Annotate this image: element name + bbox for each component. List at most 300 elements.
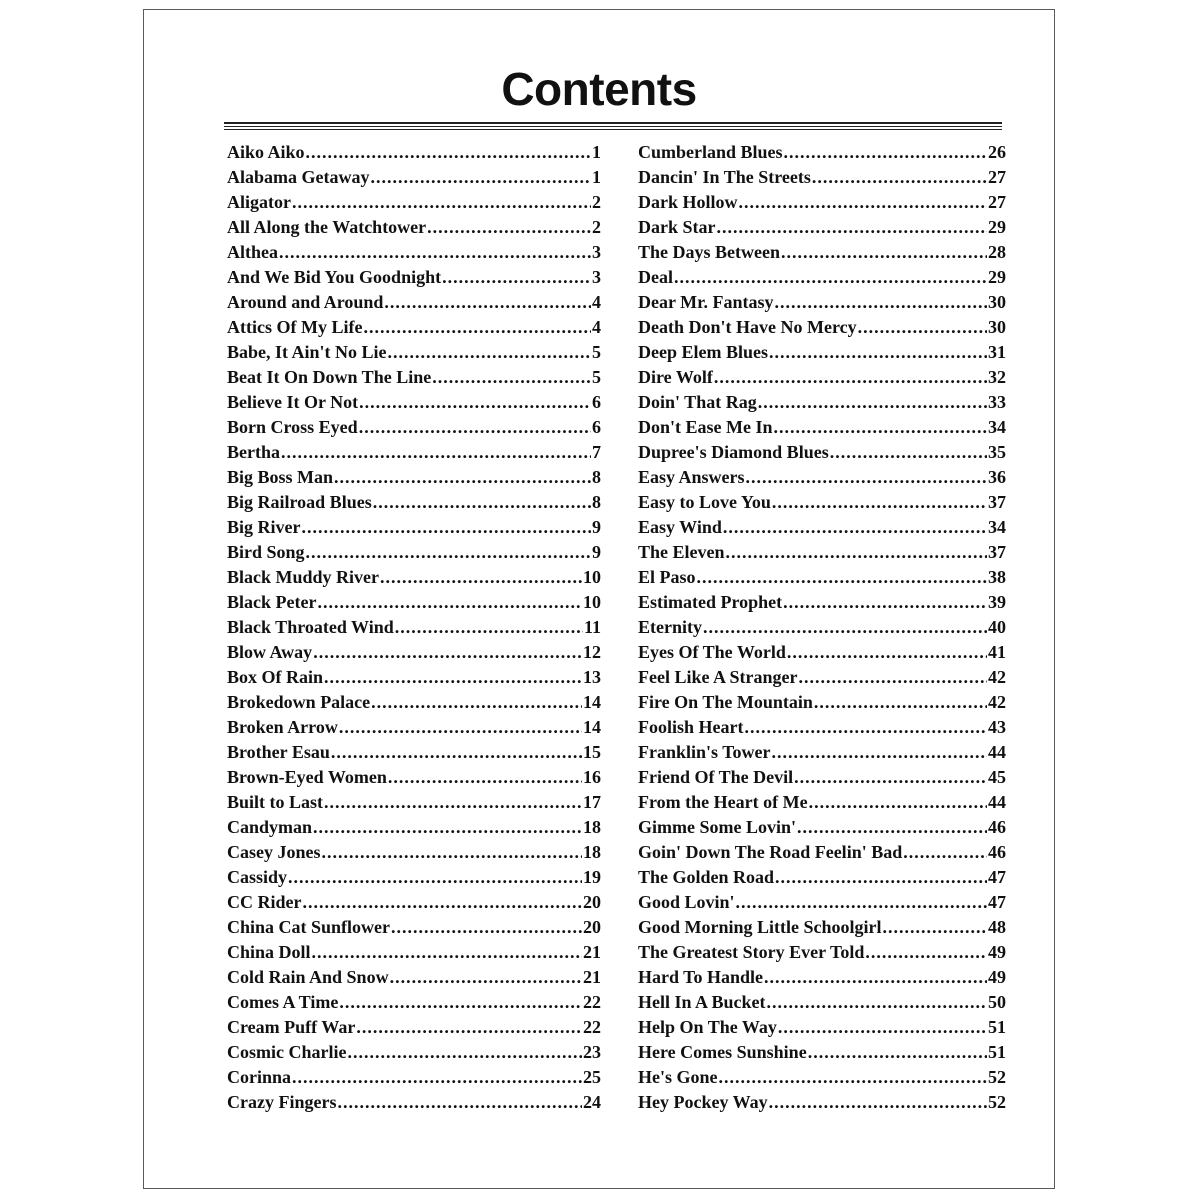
- toc-entry: [638, 315, 1006, 340]
- entry-title: The Golden Road: [638, 867, 775, 887]
- entry-title: From the Heart of Me: [638, 792, 808, 812]
- entry-title: Gimme Some Lovin': [638, 817, 796, 837]
- dot-leader: [317, 590, 582, 615]
- entry-page-number: 38: [988, 567, 1006, 587]
- toc-entry: [638, 790, 1006, 815]
- entry-title: Doin' That Rag: [638, 392, 757, 412]
- entry-title: Easy Answers: [638, 467, 745, 487]
- entry-page-number: 51: [988, 1017, 1006, 1037]
- entry-title: Estimated Prophet: [638, 592, 783, 612]
- entry-page-number: 15: [583, 742, 601, 762]
- entry-title: Attics Of My Life: [227, 317, 363, 337]
- dot-leader: [714, 365, 987, 390]
- entry-title: Big Railroad Blues: [227, 492, 372, 512]
- entry-page-number: 32: [988, 367, 1006, 387]
- entry-page-number: 30: [988, 317, 1006, 337]
- dot-leader: [359, 390, 591, 415]
- entry-page-number: 4: [592, 317, 601, 337]
- toc-entry: [227, 965, 601, 990]
- dot-leader: [830, 440, 987, 465]
- toc-entry: [227, 1040, 601, 1065]
- dot-leader: [371, 165, 592, 190]
- entry-title: Dire Wolf: [638, 367, 713, 387]
- dot-leader: [347, 1040, 582, 1065]
- toc-entry: [638, 240, 1006, 265]
- entry-title: Cassidy: [227, 867, 288, 887]
- entry-title: The Days Between: [638, 242, 780, 262]
- toc-entry: [227, 665, 601, 690]
- entry-page-number: 42: [988, 667, 1006, 687]
- toc-entry: [227, 715, 601, 740]
- entry-title: He's Gone: [638, 1067, 718, 1087]
- dot-leader: [883, 915, 987, 940]
- toc-entry: [638, 590, 1006, 615]
- entry-page-number: 29: [988, 217, 1006, 237]
- toc-entry: [227, 490, 601, 515]
- toc-entry: [638, 190, 1006, 215]
- toc-entry: [227, 740, 601, 765]
- toc-entry: [227, 915, 601, 940]
- toc-entry: [227, 815, 601, 840]
- entry-page-number: 52: [988, 1092, 1006, 1112]
- entry-page-number: 5: [592, 342, 601, 362]
- entry-page-number: 35: [988, 442, 1006, 462]
- entry-page-number: 21: [583, 967, 601, 987]
- dot-leader: [303, 890, 583, 915]
- dot-leader: [292, 190, 591, 215]
- entry-title: Around and Around: [227, 292, 384, 312]
- entry-page-number: 10: [583, 567, 601, 587]
- toc-entry: [638, 665, 1006, 690]
- dot-leader: [797, 815, 987, 840]
- entry-title: China Cat Sunflower: [227, 917, 391, 937]
- rule-line: [224, 129, 1002, 130]
- dot-leader: [281, 440, 591, 465]
- dot-leader: [339, 715, 582, 740]
- dot-leader: [781, 240, 987, 265]
- entry-title: Dancin' In The Streets: [638, 167, 811, 187]
- dot-leader: [697, 565, 987, 590]
- toc-entry: [227, 515, 601, 540]
- toc-entry: [227, 1065, 601, 1090]
- dot-leader: [778, 1015, 987, 1040]
- toc-entry: [638, 1040, 1006, 1065]
- entry-page-number: 7: [592, 442, 601, 462]
- entry-title: Casey Jones: [227, 842, 321, 862]
- toc-entry: [638, 965, 1006, 990]
- dot-leader: [769, 1090, 987, 1115]
- toc-entry: [638, 540, 1006, 565]
- dot-leader: [783, 590, 987, 615]
- entry-title: All Along the Watchtower: [227, 217, 427, 237]
- entry-title: Althea: [227, 242, 278, 262]
- entry-page-number: 39: [988, 592, 1006, 612]
- dot-leader: [334, 465, 591, 490]
- entry-title: Good Lovin': [638, 892, 735, 912]
- entry-title: Believe It Or Not: [227, 392, 359, 412]
- toc-entry: [227, 140, 601, 165]
- entry-page-number: 44: [988, 792, 1006, 812]
- toc-entry: [638, 690, 1006, 715]
- entry-page-number: 44: [988, 742, 1006, 762]
- page-title: Contents: [501, 63, 697, 115]
- rule-line: [224, 126, 1002, 127]
- toc-entry: [227, 1015, 601, 1040]
- entry-title: Black Peter: [227, 592, 317, 612]
- entry-title: Cold Rain And Snow: [227, 967, 389, 987]
- entry-page-number: 3: [592, 242, 601, 262]
- dot-leader: [322, 840, 583, 865]
- entry-title: El Paso: [638, 567, 696, 587]
- dot-leader: [292, 1065, 582, 1090]
- dot-leader: [331, 740, 582, 765]
- toc-entry: [638, 365, 1006, 390]
- toc-entry: [638, 890, 1006, 915]
- entry-page-number: 26: [988, 142, 1006, 162]
- dot-leader: [363, 315, 591, 340]
- dot-leader: [787, 640, 987, 665]
- toc-entry: [227, 940, 601, 965]
- toc-entry: [638, 415, 1006, 440]
- entry-title: Dear Mr. Fantasy: [638, 292, 774, 312]
- dot-leader: [703, 615, 987, 640]
- entry-title: Goin' Down The Road Feelin' Bad: [638, 842, 903, 862]
- dot-leader: [432, 365, 591, 390]
- entry-title: Built to Last: [227, 792, 324, 812]
- entry-title: Broken Arrow: [227, 717, 338, 737]
- entry-title: Dark Star: [638, 217, 716, 237]
- entry-page-number: 4: [592, 292, 601, 312]
- toc-entry: [227, 840, 601, 865]
- entry-page-number: 19: [583, 867, 601, 887]
- entry-page-number: 30: [988, 292, 1006, 312]
- toc-entry: [227, 565, 601, 590]
- toc-entry: [638, 515, 1006, 540]
- entry-title: Foolish Heart: [638, 717, 744, 737]
- toc-entry: [227, 1090, 601, 1115]
- dot-leader: [719, 1065, 988, 1090]
- toc-entry: [638, 915, 1006, 940]
- entry-page-number: 31: [988, 342, 1006, 362]
- dot-leader: [427, 215, 591, 240]
- toc-entry: [638, 940, 1006, 965]
- entry-title: Corinna: [227, 1067, 292, 1087]
- toc-entry: [638, 990, 1006, 1015]
- entry-page-number: 33: [988, 392, 1006, 412]
- entry-title: Black Throated Wind: [227, 617, 394, 637]
- entry-page-number: 22: [583, 992, 601, 1012]
- toc-entry: [638, 1090, 1006, 1115]
- entry-page-number: 6: [592, 417, 601, 437]
- entry-page-number: 1: [592, 167, 601, 187]
- entry-title: Beat It On Down The Line: [227, 367, 432, 387]
- dot-leader: [306, 540, 591, 565]
- entry-title: Dupree's Diamond Blues: [638, 442, 829, 462]
- entry-page-number: 41: [988, 642, 1006, 662]
- entry-page-number: 2: [592, 217, 601, 237]
- entry-title: Bertha: [227, 442, 280, 462]
- dot-leader: [674, 265, 987, 290]
- title-rule: [224, 122, 1002, 132]
- dot-leader: [302, 515, 592, 540]
- entry-title: Easy to Love You: [638, 492, 771, 512]
- toc-entry: [638, 865, 1006, 890]
- dot-leader: [306, 140, 591, 165]
- entry-title: Brown-Eyed Women: [227, 767, 387, 787]
- dot-leader: [865, 940, 987, 965]
- toc-entry: [638, 290, 1006, 315]
- entry-title: Deep Elem Blues: [638, 342, 768, 362]
- toc-entry: [227, 890, 601, 915]
- entry-title: Comes A Time: [227, 992, 339, 1012]
- toc-entry: [227, 215, 601, 240]
- toc-entry: [227, 540, 601, 565]
- toc-entry: [227, 290, 601, 315]
- entry-page-number: 23: [583, 1042, 601, 1062]
- toc-entry: [638, 465, 1006, 490]
- entry-page-number: 28: [988, 242, 1006, 262]
- dot-leader: [390, 965, 582, 990]
- toc-entry: [638, 140, 1006, 165]
- entry-page-number: 50: [988, 992, 1006, 1012]
- dot-leader: [717, 215, 988, 240]
- entry-title: Aiko Aiko: [227, 142, 305, 162]
- entry-title: Friend Of The Devil: [638, 767, 794, 787]
- toc-entry: [227, 590, 601, 615]
- entry-page-number: 46: [988, 842, 1006, 862]
- entry-page-number: 16: [583, 767, 601, 787]
- entry-title: Eyes Of The World: [638, 642, 786, 662]
- toc-entry: [227, 615, 601, 640]
- toc-entry: [638, 440, 1006, 465]
- entry-page-number: 3: [592, 267, 601, 287]
- dot-leader: [814, 690, 987, 715]
- dot-leader: [764, 965, 987, 990]
- dot-leader: [769, 340, 987, 365]
- entry-page-number: 34: [988, 517, 1006, 537]
- entry-title: Good Morning Little Schoolgirl: [638, 917, 882, 937]
- entry-page-number: 12: [583, 642, 601, 662]
- dot-leader: [395, 615, 583, 640]
- entry-title: And We Bid You Goodnight: [227, 267, 442, 287]
- entry-page-number: 24: [583, 1092, 601, 1112]
- dot-leader: [313, 640, 582, 665]
- dot-leader: [324, 790, 582, 815]
- entry-page-number: 36: [988, 467, 1006, 487]
- dot-leader: [312, 940, 582, 965]
- entry-page-number: 46: [988, 817, 1006, 837]
- toc-entry: [638, 215, 1006, 240]
- entry-title: Fire On The Mountain: [638, 692, 813, 712]
- dot-leader: [288, 865, 582, 890]
- entry-title: The Eleven: [638, 542, 725, 562]
- dot-leader: [384, 290, 591, 315]
- entry-title: Dark Hollow: [638, 192, 738, 212]
- entry-title: Brokedown Palace: [227, 692, 371, 712]
- entry-page-number: 8: [592, 492, 601, 512]
- rule-line: [224, 122, 1002, 124]
- toc-entry: [227, 690, 601, 715]
- entry-page-number: 27: [988, 192, 1006, 212]
- dot-leader: [767, 990, 987, 1015]
- toc-entry: [638, 740, 1006, 765]
- entry-title: Alabama Getaway: [227, 167, 370, 187]
- entry-title: Cream Puff War: [227, 1017, 356, 1037]
- dot-leader: [772, 740, 987, 765]
- toc-entry: [638, 1015, 1006, 1040]
- entry-page-number: 13: [583, 667, 601, 687]
- toc-entry: [227, 365, 601, 390]
- entry-title: Don't Ease Me In: [638, 417, 773, 437]
- toc-entry: [638, 1065, 1006, 1090]
- entry-page-number: 2: [592, 192, 601, 212]
- entry-page-number: 43: [988, 717, 1006, 737]
- toc-entry: [638, 765, 1006, 790]
- dot-leader: [380, 565, 582, 590]
- dot-leader: [313, 815, 582, 840]
- entry-page-number: 20: [583, 892, 601, 912]
- toc-entry: [638, 490, 1006, 515]
- entry-page-number: 27: [988, 167, 1006, 187]
- dot-leader: [388, 340, 591, 365]
- dot-leader: [798, 665, 987, 690]
- entry-title: Franklin's Tower: [638, 742, 771, 762]
- entry-page-number: 10: [583, 592, 601, 612]
- toc-entry: [638, 840, 1006, 865]
- entry-page-number: 9: [592, 542, 601, 562]
- entry-page-number: 21: [583, 942, 601, 962]
- dot-leader: [723, 515, 987, 540]
- toc-entry: [227, 765, 601, 790]
- toc-entry: [227, 465, 601, 490]
- toc-entry: [227, 190, 601, 215]
- entry-page-number: 29: [988, 267, 1006, 287]
- toc-entry: [638, 340, 1006, 365]
- dot-leader: [794, 765, 987, 790]
- toc-entry: [638, 640, 1006, 665]
- dot-leader: [745, 715, 988, 740]
- dot-leader: [758, 390, 987, 415]
- dot-leader: [746, 465, 987, 490]
- toc-entry: [227, 165, 601, 190]
- entry-page-number: 49: [988, 967, 1006, 987]
- toc-entry: [227, 990, 601, 1015]
- entry-title: Easy Wind: [638, 517, 722, 537]
- entry-title: Babe, It Ain't No Lie: [227, 342, 387, 362]
- entry-page-number: 51: [988, 1042, 1006, 1062]
- entry-page-number: 47: [988, 892, 1006, 912]
- toc-column-left: [227, 140, 601, 1115]
- entry-title: Deal: [638, 267, 673, 287]
- entry-page-number: 37: [988, 542, 1006, 562]
- toc-entry: [638, 815, 1006, 840]
- entry-page-number: 49: [988, 942, 1006, 962]
- toc-entry: [638, 390, 1006, 415]
- dot-leader: [772, 490, 987, 515]
- dot-leader: [858, 315, 987, 340]
- dot-leader: [774, 290, 987, 315]
- dot-leader: [812, 165, 987, 190]
- entry-title: Big Boss Man: [227, 467, 334, 487]
- toc-entry: [638, 265, 1006, 290]
- dot-leader: [373, 490, 591, 515]
- toc-entry: [227, 415, 601, 440]
- entry-page-number: 6: [592, 392, 601, 412]
- entry-title: Here Comes Sunshine: [638, 1042, 807, 1062]
- toc-entry: [227, 315, 601, 340]
- entry-title: Brother Esau: [227, 742, 330, 762]
- dot-leader: [775, 865, 987, 890]
- entry-page-number: 37: [988, 492, 1006, 512]
- entry-page-number: 8: [592, 467, 601, 487]
- toc-entry: [227, 640, 601, 665]
- entry-title: Bird Song: [227, 542, 305, 562]
- dot-leader: [359, 415, 591, 440]
- entry-title: Candyman: [227, 817, 313, 837]
- dot-leader: [388, 765, 582, 790]
- toc-entry: [227, 790, 601, 815]
- entry-title: Cumberland Blues: [638, 142, 783, 162]
- toc-entry: [638, 565, 1006, 590]
- entry-page-number: 48: [988, 917, 1006, 937]
- entry-title: The Greatest Story Ever Told: [638, 942, 865, 962]
- entry-page-number: 52: [988, 1067, 1006, 1087]
- entry-page-number: 22: [583, 1017, 601, 1037]
- entry-title: Cosmic Charlie: [227, 1042, 347, 1062]
- dot-leader: [903, 840, 987, 865]
- toc-entry: [638, 615, 1006, 640]
- dot-leader: [808, 1040, 987, 1065]
- entry-title: Hard To Handle: [638, 967, 764, 987]
- entry-title: Blow Away: [227, 642, 313, 662]
- toc-column-right: [638, 140, 1006, 1115]
- dot-leader: [324, 665, 582, 690]
- dot-leader: [279, 240, 591, 265]
- entry-title: Hell In A Bucket: [638, 992, 766, 1012]
- toc-entry: [638, 165, 1006, 190]
- dot-leader: [337, 1090, 582, 1115]
- entry-title: China Doll: [227, 942, 311, 962]
- entry-title: Box Of Rain: [227, 667, 324, 687]
- dot-leader: [809, 790, 987, 815]
- contents-page: [143, 9, 1055, 1189]
- toc-entry: [227, 340, 601, 365]
- entry-page-number: 14: [583, 692, 601, 712]
- entry-title: Death Don't Have No Mercy: [638, 317, 857, 337]
- dot-leader: [371, 690, 582, 715]
- entry-title: Crazy Fingers: [227, 1092, 337, 1112]
- entry-title: Aligator: [227, 192, 291, 212]
- toc-entry: [227, 265, 601, 290]
- entry-page-number: 47: [988, 867, 1006, 887]
- entry-title: Eternity: [638, 617, 702, 637]
- entry-title: Feel Like A Stranger: [638, 667, 798, 687]
- entry-page-number: 14: [583, 717, 601, 737]
- entry-page-number: 1: [592, 142, 601, 162]
- entry-title: Big River: [227, 517, 301, 537]
- entry-page-number: 18: [583, 842, 601, 862]
- entry-title: Black Muddy River: [227, 567, 380, 587]
- entry-title: Help On The Way: [638, 1017, 777, 1037]
- entry-page-number: 9: [592, 517, 601, 537]
- dot-leader: [339, 990, 582, 1015]
- dot-leader: [391, 915, 582, 940]
- entry-page-number: 45: [988, 767, 1006, 787]
- dot-leader: [736, 890, 987, 915]
- entry-page-number: 40: [988, 617, 1006, 637]
- toc-entry: [227, 390, 601, 415]
- dot-leader: [356, 1015, 582, 1040]
